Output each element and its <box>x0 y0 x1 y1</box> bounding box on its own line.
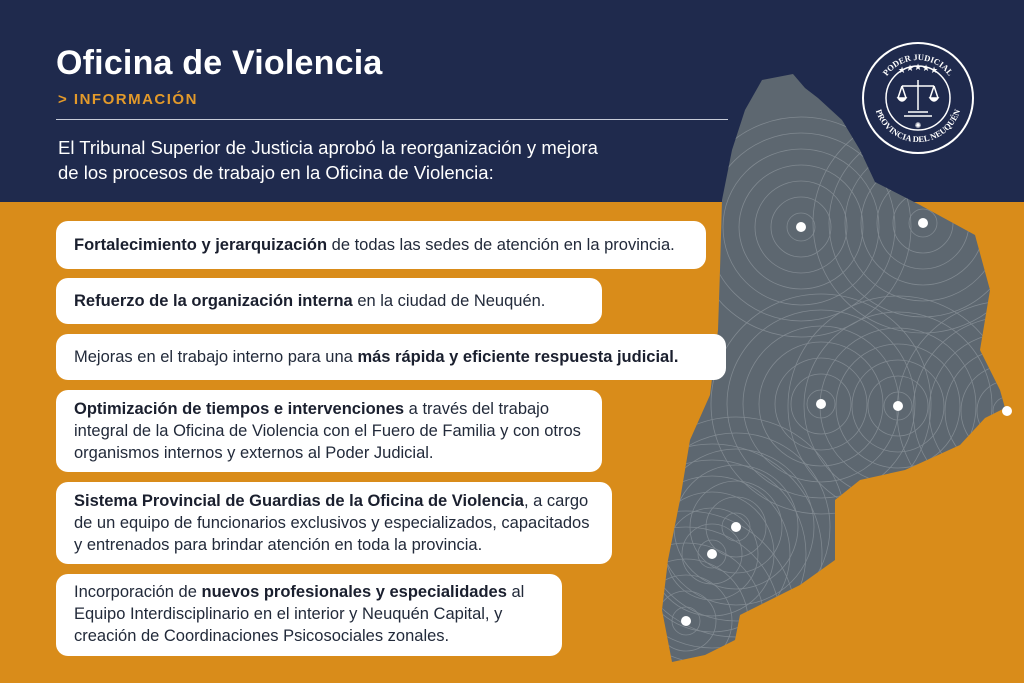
item-sistema-guardias <box>56 482 612 564</box>
location-dot <box>796 222 806 232</box>
svg-text:★: ★ <box>930 66 939 76</box>
location-dot <box>1002 406 1012 416</box>
item-optimizacion <box>56 390 602 472</box>
svg-text:★: ★ <box>914 63 923 73</box>
seal-top-text: PODER JUDICIAL <box>880 51 956 78</box>
item-bold: más rápida y eficiente respuesta judicial. <box>357 348 679 366</box>
item-text: en la ciudad de Neuquén. <box>352 292 546 310</box>
page-title: Oficina de Violencia <box>56 44 383 82</box>
scales-icon <box>898 80 938 116</box>
item-bold: Refuerzo de la organización interna <box>74 292 353 310</box>
stars-icon <box>898 63 938 76</box>
item-text: a través del trabajo integral de la Oficina de Violencia con el Fuero de Familia y con otros organismos internos y externos al Poder Judicial. <box>74 400 581 462</box>
item-text: de todas las sedes de atención en la provincia. <box>327 236 675 254</box>
location-dot <box>893 401 903 411</box>
svg-text:★: ★ <box>922 64 931 74</box>
seal-bottom-text: PROVINCIA DEL NEUQUÉN <box>873 107 963 145</box>
intro-text: El Tribunal Superior de Justicia aprobó la reorganización y mejora de los procesos de trabajo en la Oficina de Violencia: <box>58 137 598 183</box>
item-text: Incorporación de <box>74 583 202 601</box>
item-fortalecimiento <box>56 221 706 269</box>
item-bold: Sistema Provincial de Guardias de la Oficina de Violencia <box>74 492 524 510</box>
item-text: Mejoras en el trabajo interno para una <box>74 348 358 366</box>
item-text: al Equipo Interdisciplinario en el interior y Neuquén Capital, y creación de Coordinaciones Psicosociales zonales. <box>74 583 525 645</box>
poder-judicial-seal <box>860 40 976 156</box>
item-incorporacion <box>56 574 562 656</box>
header-divider <box>56 119 728 120</box>
location-dot <box>681 616 691 626</box>
location-dot <box>918 218 928 228</box>
item-bold: Optimización de tiempos e intervenciones <box>74 400 405 418</box>
location-dot <box>731 522 741 532</box>
svg-text:★: ★ <box>906 64 915 74</box>
item-mejoras <box>56 334 726 380</box>
location-dot <box>816 399 826 409</box>
section-label: > INFORMACIÓN <box>58 91 198 108</box>
item-text: , a cargo de un equipo de funcionarios exclusivos y especializados, capacitados y entrenados para brindar atención en toda la provincia. <box>74 492 590 554</box>
item-bold: nuevos profesionales y especialidades <box>201 583 507 601</box>
emblem-icon: ✺ <box>914 121 922 130</box>
svg-text:★: ★ <box>898 66 907 76</box>
item-bold: Fortalecimiento y jerarquización <box>74 236 328 254</box>
location-dot <box>707 549 717 559</box>
item-refuerzo <box>56 278 602 324</box>
